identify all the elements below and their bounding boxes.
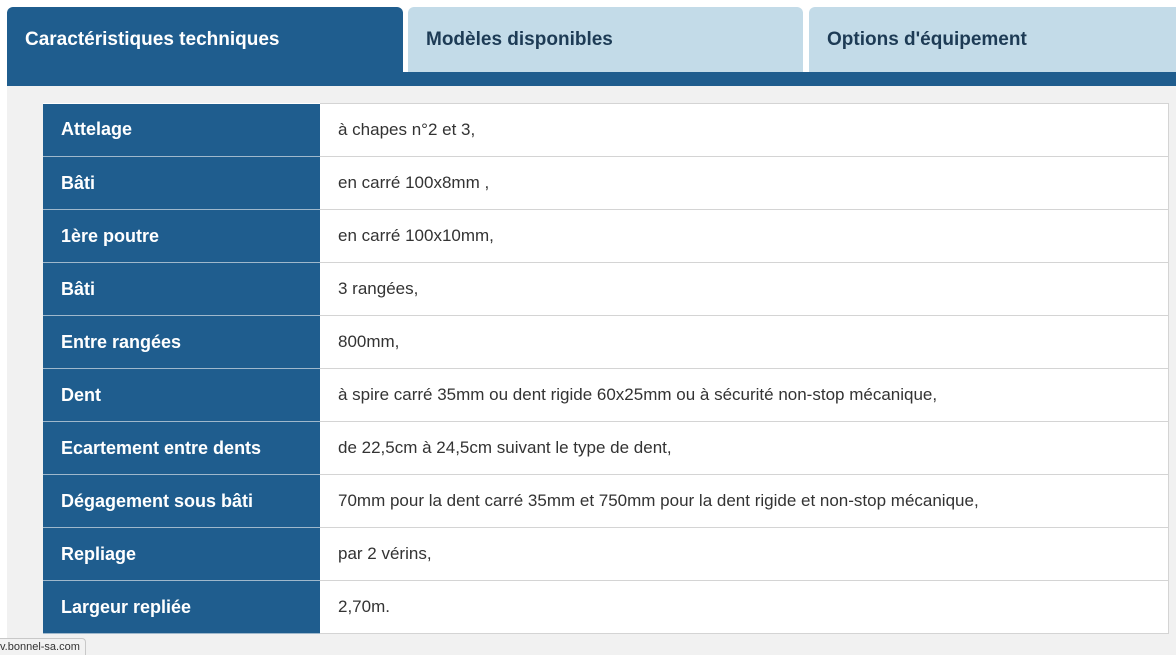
tab-label: Options d'équipement: [827, 28, 1027, 50]
spec-label: Repliage: [43, 528, 320, 581]
spec-value: en carré 100x10mm,: [320, 210, 1169, 263]
table-row: [43, 263, 1169, 316]
spec-value: 800mm,: [320, 316, 1169, 369]
spec-value: en carré 100x8mm ,: [320, 157, 1169, 210]
table-row: [43, 581, 1169, 634]
tab-underline-bar: [7, 72, 1176, 86]
tab-strip: [0, 0, 1176, 86]
tab-label: Caractéristiques techniques: [25, 29, 280, 50]
spec-label: Attelage: [43, 104, 320, 157]
spec-value: à spire carré 35mm ou dent rigide 60x25mm ou à sécurité non-stop mécanique,: [320, 369, 1169, 422]
spec-value: par 2 vérins,: [320, 528, 1169, 581]
tab-modeles-disponibles[interactable]: [408, 7, 803, 73]
table-row: [43, 475, 1169, 528]
spec-value: 3 rangées,: [320, 263, 1169, 316]
spec-label: 1ère poutre: [43, 210, 320, 263]
spec-value: 2,70m.: [320, 581, 1169, 634]
table-row: [43, 157, 1169, 210]
table-row: [43, 104, 1169, 157]
tab-options-equipement[interactable]: [809, 7, 1176, 73]
specifications-table: [43, 103, 1169, 634]
spec-label: Largeur repliée: [43, 581, 320, 634]
status-bar-url: v.bonnel-sa.com: [0, 638, 86, 655]
tab-label: Modèles disponibles: [426, 28, 613, 50]
spec-label: Dégagement sous bâti: [43, 475, 320, 528]
table-row: [43, 528, 1169, 581]
table-row: [43, 316, 1169, 369]
table-row: [43, 422, 1169, 475]
spec-label: Dent: [43, 369, 320, 422]
spec-label: Entre rangées: [43, 316, 320, 369]
table-row: [43, 369, 1169, 422]
spec-value: à chapes n°2 et 3,: [320, 104, 1169, 157]
spec-value: de 22,5cm à 24,5cm suivant le type de dent,: [320, 422, 1169, 475]
spec-label: Bâti: [43, 157, 320, 210]
table-row: [43, 210, 1169, 263]
spec-value: 70mm pour la dent carré 35mm et 750mm pour la dent rigide et non-stop mécanique,: [320, 475, 1169, 528]
spec-label: Ecartement entre dents: [43, 422, 320, 475]
spec-label: Bâti: [43, 263, 320, 316]
